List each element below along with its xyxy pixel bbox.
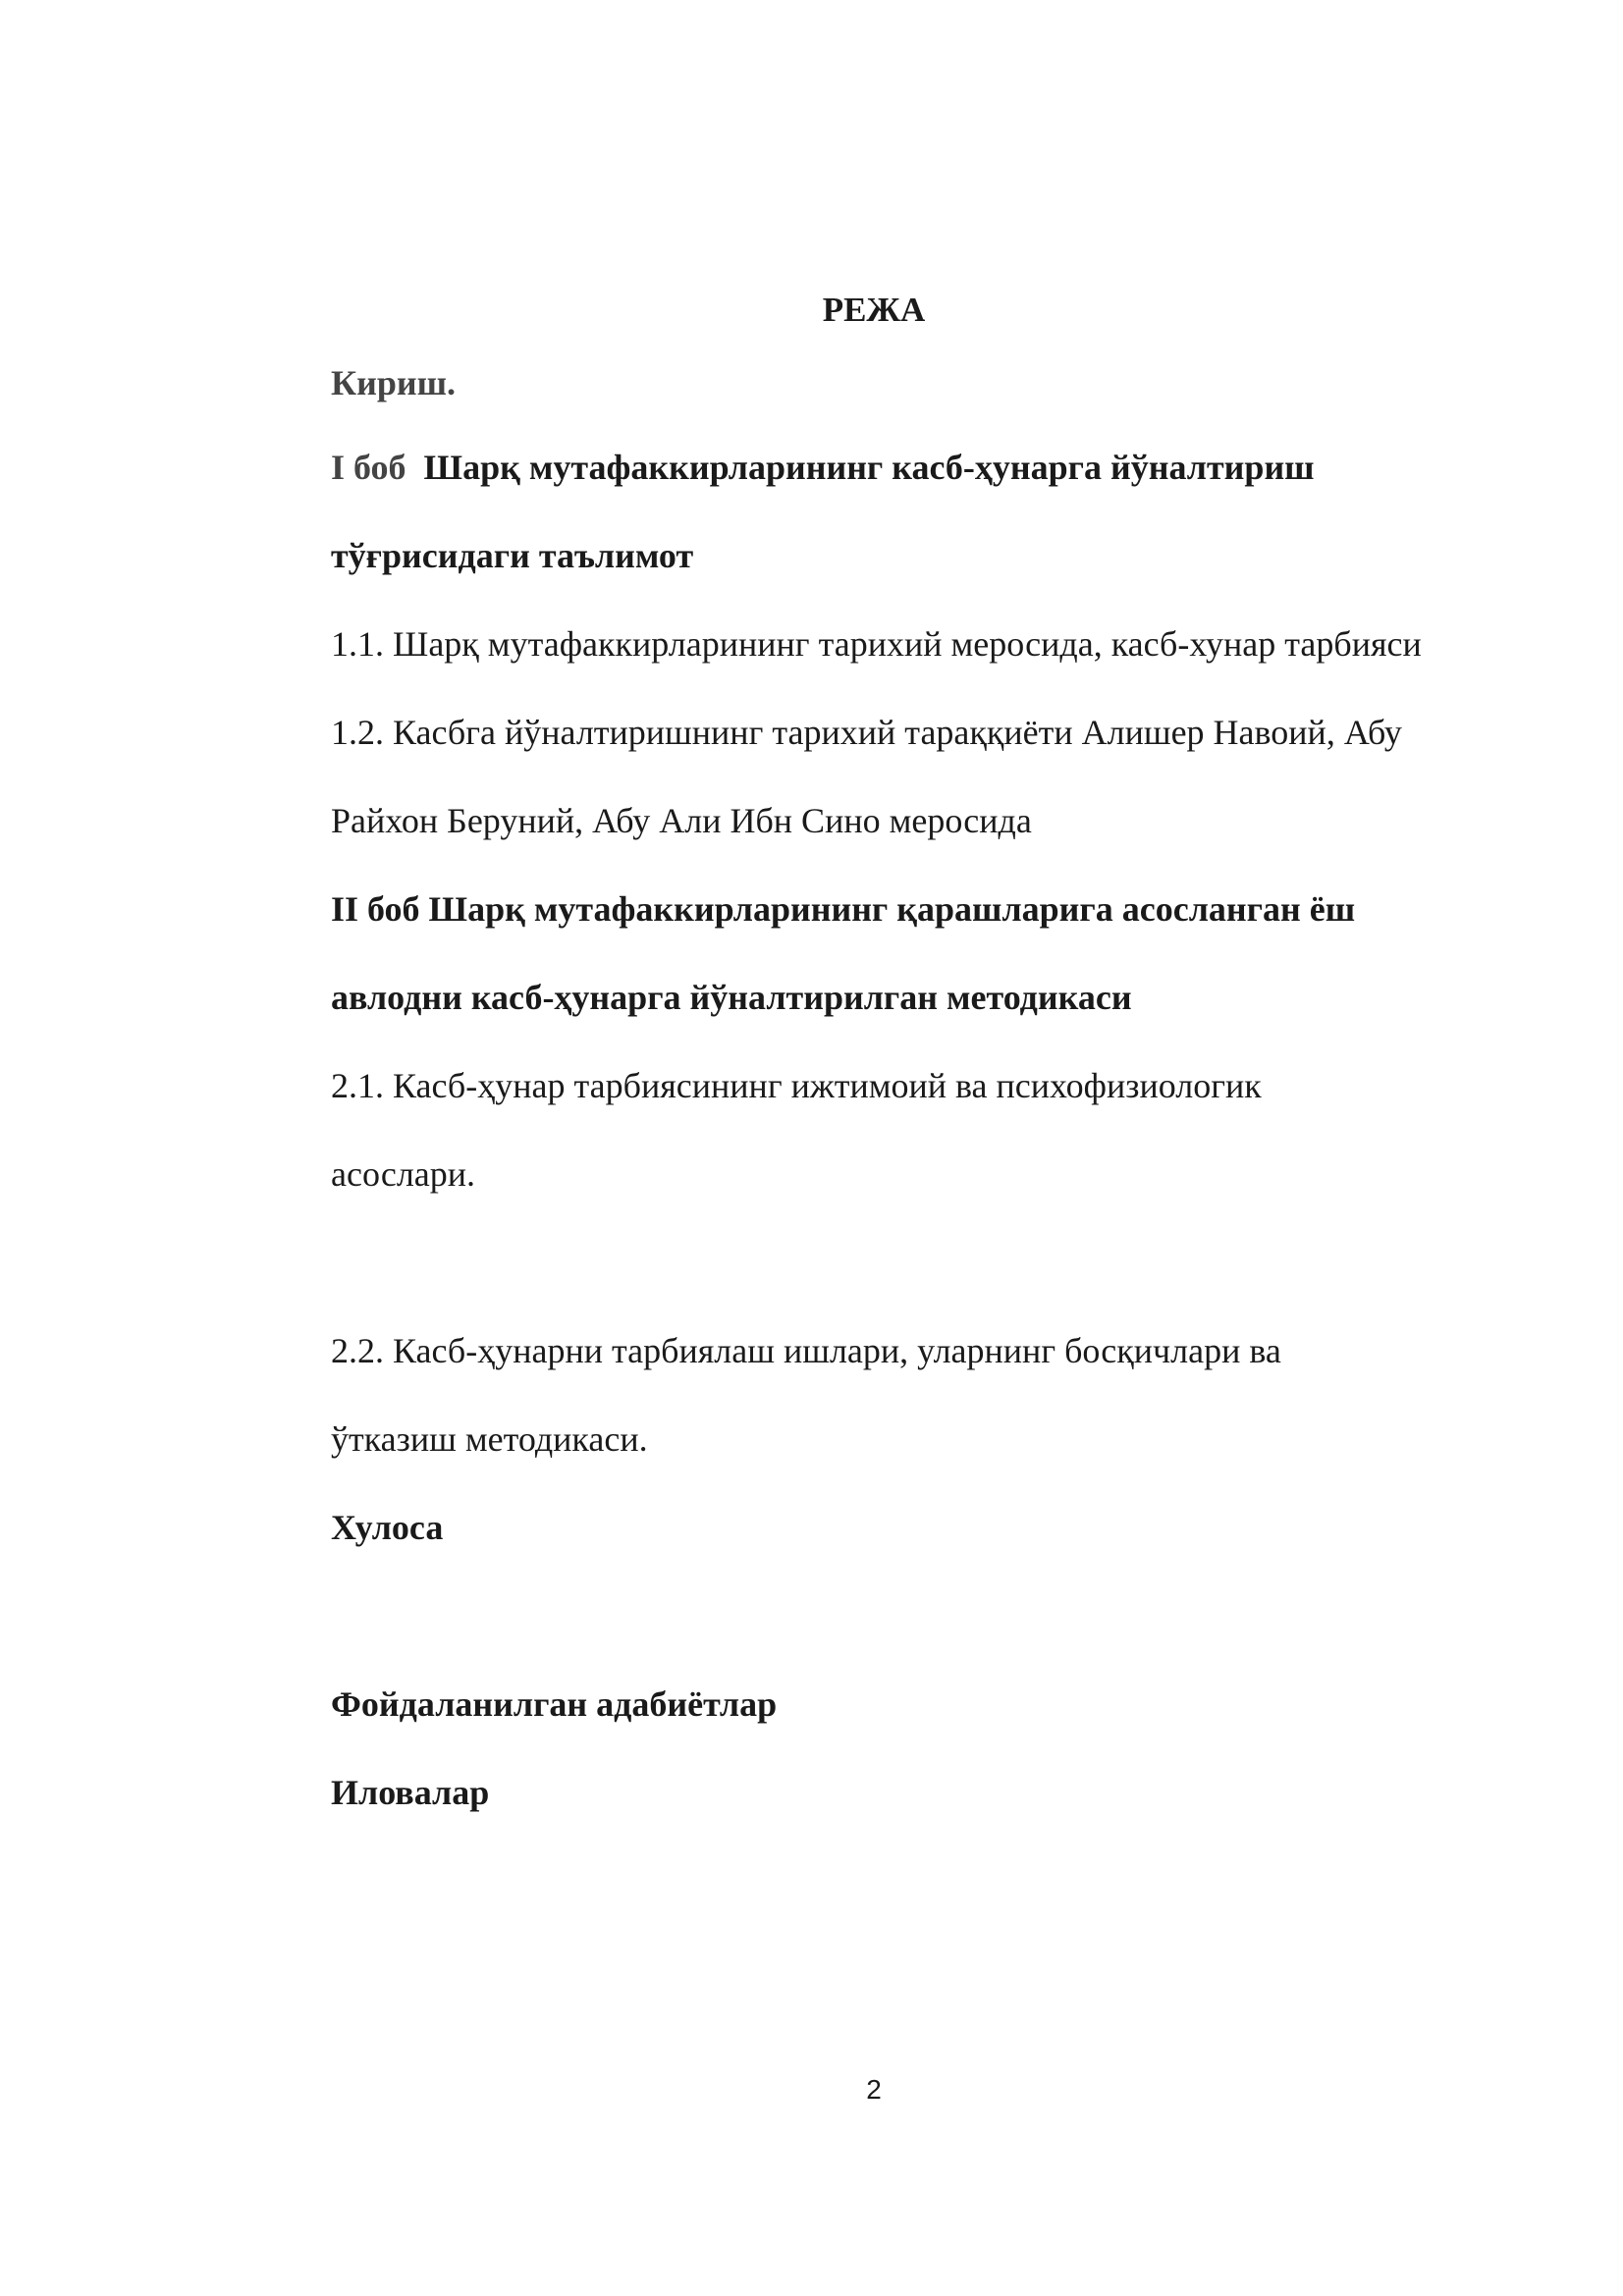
chapter-1-title-line-2: тўғрисидаги таълимот — [331, 536, 694, 575]
chapter-1-title-line-1 — [331, 444, 1315, 491]
chapter-2-title-line-1: II боб Шарқ мутафаккирларининг қарашларига асосланган ёш — [331, 889, 1356, 929]
section-2-2-line-1: 2.2. Касб-ҳунарни тарбиялаш ишлари, уларнинг босқичлари ва — [331, 1331, 1281, 1370]
references-heading: Фойдаланилган адабиётлар — [331, 1684, 778, 1724]
chapter-2-title-line-2: авлодни касб-ҳунарга йўналтирилган методикаси — [331, 978, 1132, 1017]
plan-title: РЕЖА — [822, 291, 926, 329]
section-1-1: 1.1. Шарқ мутафаккирларининг тарихий меросида, касб-хунар тарбияси — [331, 624, 1422, 664]
page-number: 2 — [866, 2074, 882, 2105]
section-1-2-line-2: Райхон Беруний, Абу Али Ибн Сино меросида — [331, 801, 1032, 840]
section-2-1-line-2: асослари. — [331, 1154, 476, 1194]
chapter-1-title: Шарқ мутафаккирларининг касб-ҳунарга йўналтириш — [423, 448, 1315, 487]
conclusion-heading: Хулоса — [331, 1508, 444, 1547]
section-2-2-line-2: ўтказиш методикаси. — [331, 1419, 648, 1459]
appendices-heading: Иловалар — [331, 1773, 490, 1812]
chapter-1-label: I боб — [331, 448, 406, 487]
section-2-1-line-1: 2.1. Касб-ҳунар тарбиясининг ижтимоий ва психофизиологик — [331, 1066, 1262, 1105]
section-1-2-line-1: 1.2. Касбга йўналтиришнинг тарихий тараққиёти Алишер Навоий, Абу — [331, 713, 1402, 752]
intro-heading: Кириш. — [331, 363, 457, 402]
